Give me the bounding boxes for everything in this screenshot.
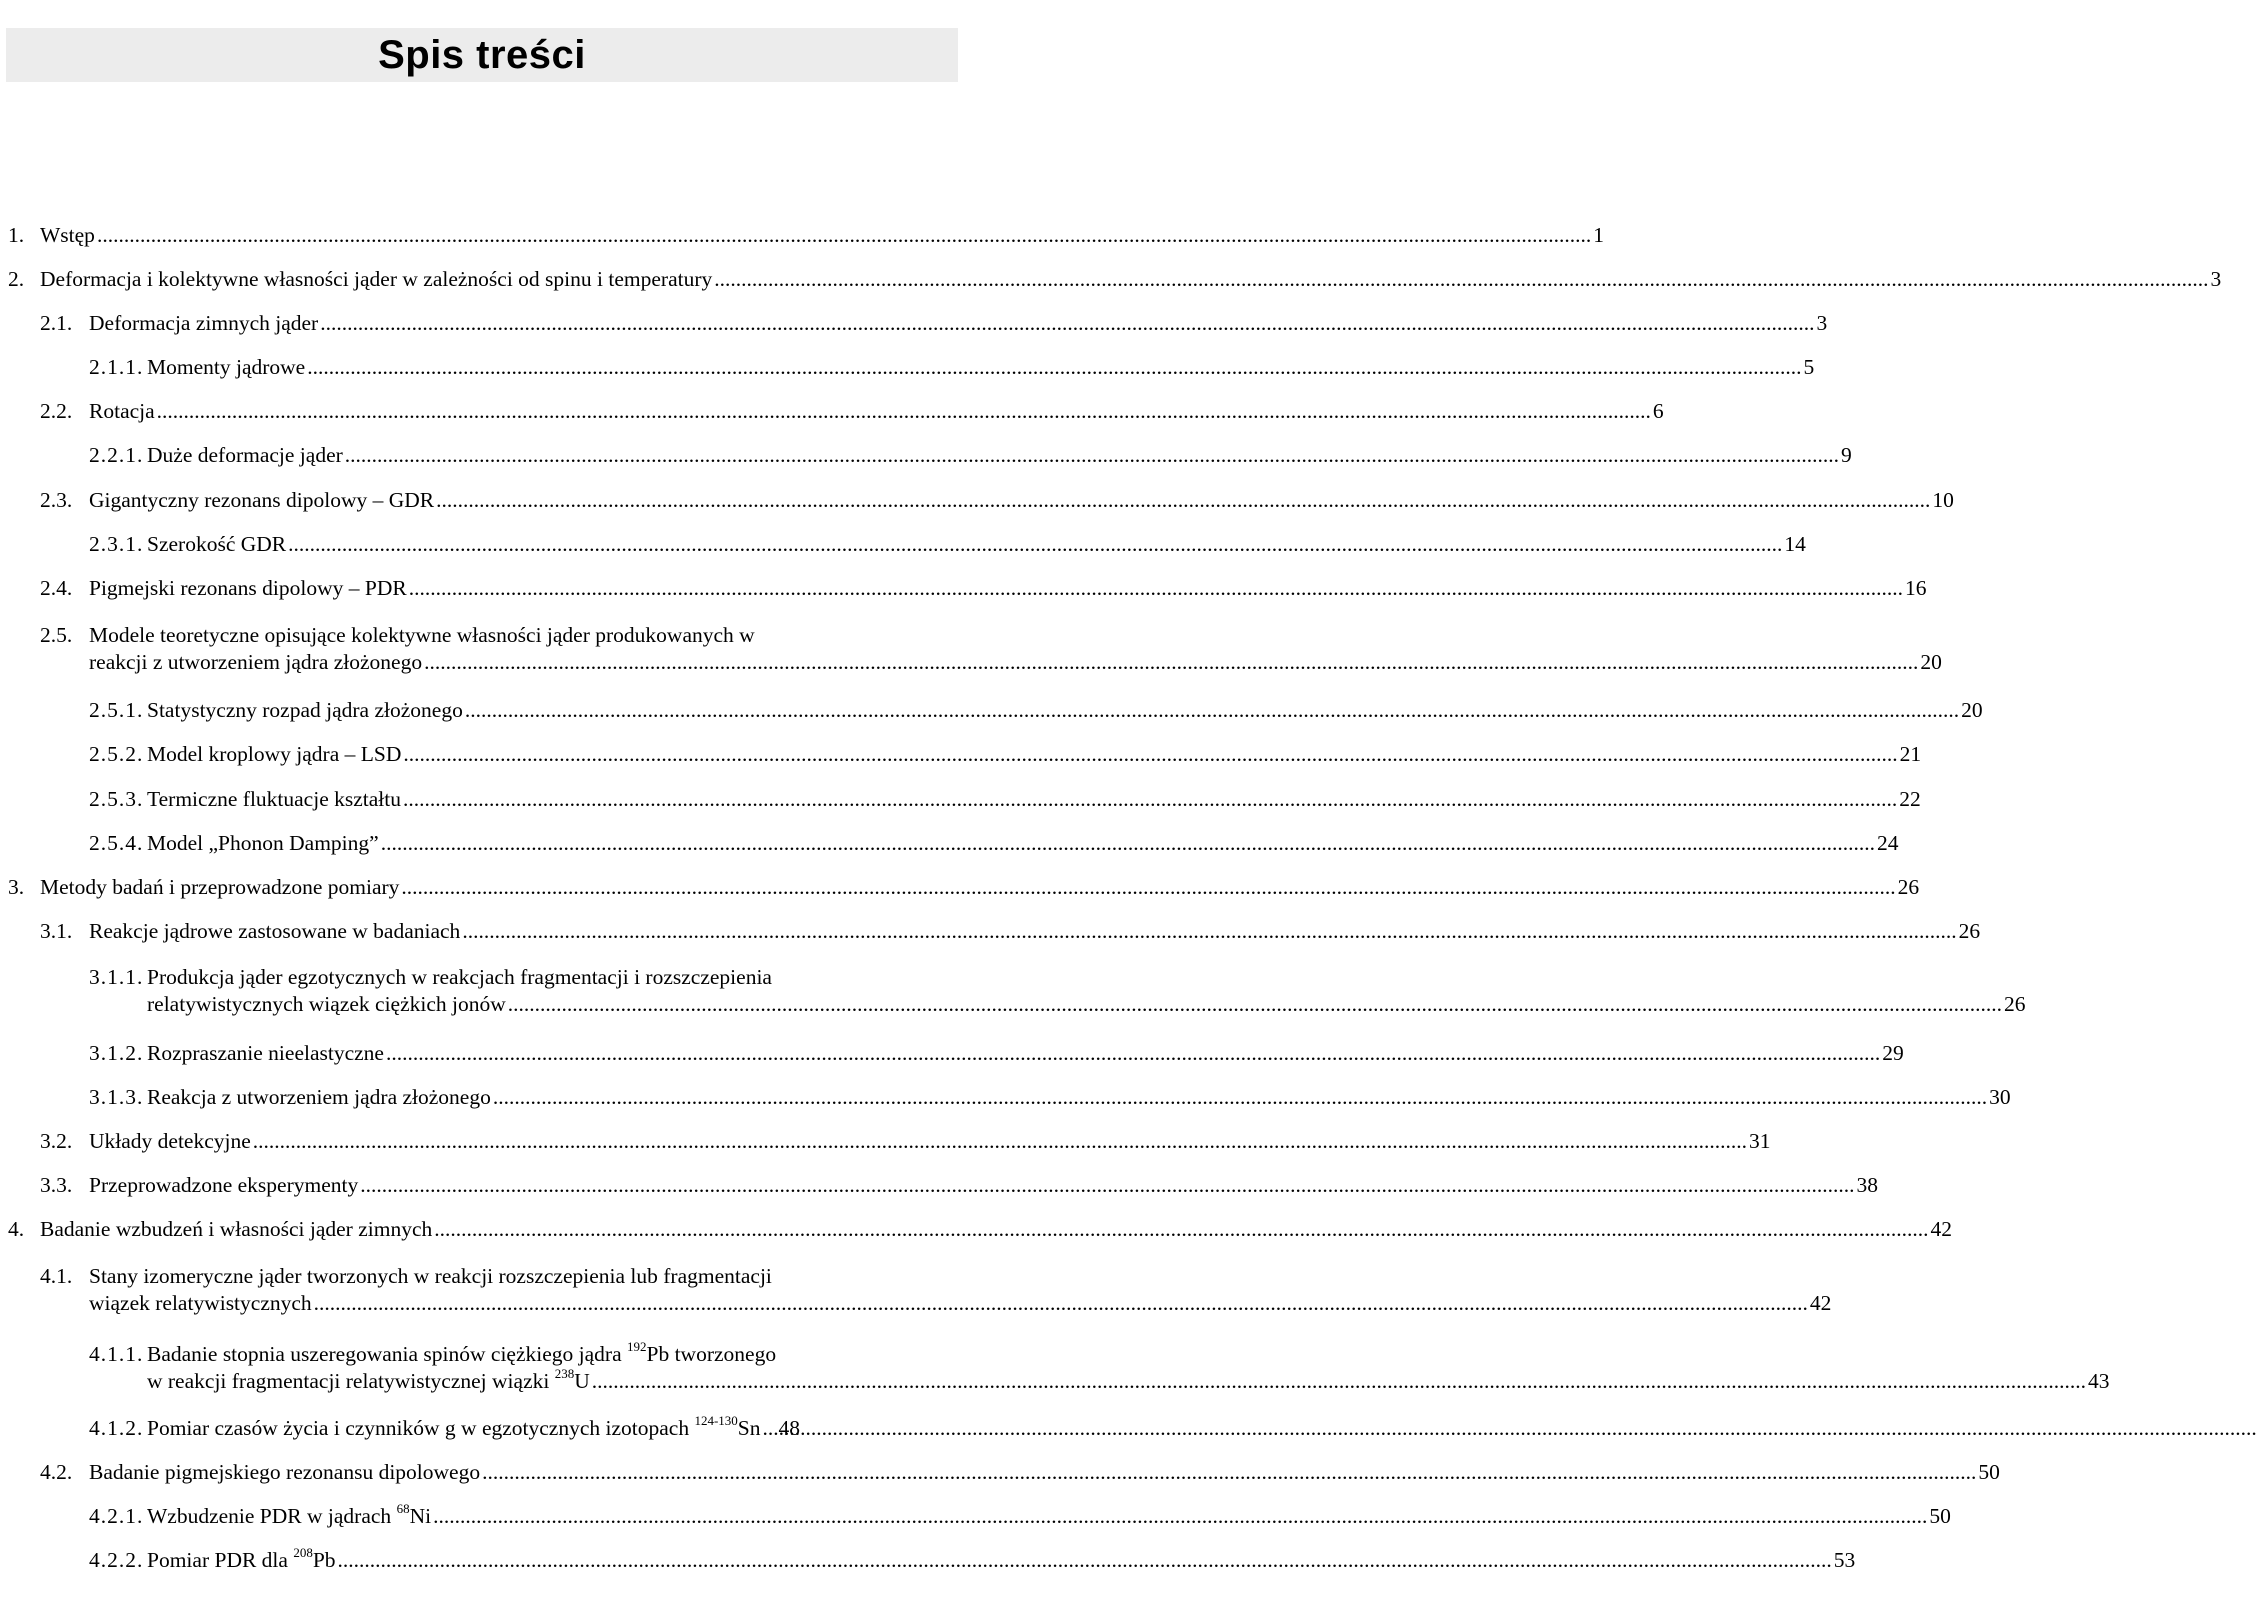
toc-title — [147, 1338, 777, 1368]
toc-page-number: 5 — [1803, 355, 1815, 379]
toc-title-part: Badanie stopnia uszeregowania spinów ciężkiego jądra — [147, 1342, 627, 1366]
toc-page-number: 22 — [1899, 787, 1921, 811]
toc-title: Momenty jądrowe — [147, 355, 306, 379]
toc-number: 2.5. — [40, 623, 73, 647]
isotope-mass-number: 68 — [396, 1500, 410, 1516]
toc-page-number: 16 — [1904, 576, 1927, 600]
toc-entry[interactable] — [89, 442, 1852, 469]
toc-number: 3.1.1. — [89, 965, 144, 989]
toc-leader — [763, 1415, 777, 1442]
toc-title-part: Pb tworzonego — [646, 1342, 777, 1366]
toc-page-number: 50 — [1929, 1504, 1951, 1528]
toc-number: 2.4. — [40, 576, 73, 600]
toc-leader — [320, 310, 1814, 337]
toc-leader — [314, 1290, 1808, 1317]
page-title: Spis treści — [378, 32, 586, 77]
toc-leader — [288, 531, 1782, 558]
toc-page-number: 48 — [778, 1416, 801, 1440]
toc-entry[interactable] — [40, 1459, 2000, 1486]
toc-number: 2.3.1. — [89, 532, 144, 556]
toc-page-number: 38 — [1856, 1173, 1878, 1197]
toc-number: 3.1. — [40, 919, 73, 943]
toc-title: Metody badań i przeprowadzone pomiary — [40, 875, 400, 899]
toc-number: 4.1.1. — [89, 1342, 144, 1366]
toc-title: Statystyczny rozpad jądra złożonego — [147, 698, 463, 722]
toc-title-part: w reakcji fragmentacji relatywistycznej wiązki — [147, 1369, 555, 1393]
toc-title: Termiczne fluktuacje kształtu — [147, 787, 401, 811]
toc-entry[interactable] — [89, 962, 2026, 1018]
toc-page-number: 43 — [2088, 1369, 2110, 1393]
toc-title-part: Wzbudzenie PDR w jądrach — [147, 1504, 397, 1528]
toc-leader — [714, 266, 2208, 293]
toc-title-continued: relatywistycznych wiązek ciężkich jonów — [147, 992, 506, 1016]
toc-leader — [436, 487, 1930, 514]
toc-leader — [465, 697, 1959, 724]
toc-page-number: 26 — [1897, 875, 1920, 899]
toc-number: 4. — [8, 1217, 25, 1241]
toc-title-part: U — [574, 1369, 590, 1393]
toc-page-number: 24 — [1876, 831, 1899, 855]
toc-page-number: 14 — [1784, 532, 1806, 556]
toc-leader — [403, 741, 1897, 768]
toc-number: 2.1.1. — [89, 355, 144, 379]
toc-entry[interactable] — [89, 1040, 1904, 1067]
toc-entry[interactable] — [89, 1544, 1856, 1574]
toc-entry[interactable] — [8, 874, 1920, 901]
toc-number: 2.5.3. — [89, 787, 144, 811]
toc-title: Reakcja z utworzeniem jądra złożonego — [147, 1085, 491, 1109]
toc-number: 2.3. — [40, 488, 73, 512]
toc-title: Reakcje jądrowe zastosowane w badaniach — [89, 919, 461, 943]
toc-page-number: 53 — [1833, 1548, 1856, 1572]
toc-title: Model kroplowy jądra – LSD — [147, 742, 402, 766]
toc-entry[interactable] — [89, 1500, 1951, 1530]
toc-title: Badanie pigmejskiego rezonansu dipolowego — [89, 1460, 481, 1484]
toc-leader — [508, 991, 2002, 1018]
toc-page-number: 6 — [1652, 399, 1664, 423]
isotope-mass-number: 192 — [627, 1338, 647, 1354]
toc-leader — [360, 1172, 1854, 1199]
toc-title: Przeprowadzone eksperymenty — [89, 1173, 359, 1197]
toc-leader — [345, 442, 1839, 469]
toc-page-number: 3 — [2210, 267, 2222, 291]
toc-leader — [493, 1084, 1987, 1111]
toc-title-part: Sn — [737, 1416, 761, 1440]
toc-entry[interactable] — [40, 620, 1942, 676]
toc-leader — [253, 1128, 1747, 1155]
toc-number: 2.5.4. — [89, 831, 144, 855]
toc-number: 2.5.1. — [89, 698, 144, 722]
toc-entry[interactable] — [8, 222, 1604, 249]
toc-entry[interactable] — [89, 354, 1815, 381]
isotope-mass-number: 208 — [293, 1544, 313, 1560]
toc-entry[interactable] — [40, 575, 1927, 602]
toc-leader — [97, 222, 1591, 249]
toc-page-number: 1 — [1593, 223, 1604, 247]
toc-entry[interactable] — [89, 531, 1806, 558]
toc-page-number: 20 — [1920, 650, 1942, 674]
toc-title: Deformacja zimnych jąder — [89, 311, 319, 335]
title-banner — [6, 28, 958, 82]
toc-leader — [482, 1459, 1976, 1486]
toc-page-number: 29 — [1882, 1041, 1904, 1065]
toc-leader — [338, 1547, 1832, 1574]
toc-title: Deformacja i kolektywne własności jąder w zależności od spinu i temperatury — [40, 267, 713, 291]
toc-leader — [157, 398, 1651, 425]
toc-leader — [462, 918, 1956, 945]
toc-entry[interactable] — [40, 1261, 1832, 1317]
toc-title — [147, 1544, 336, 1574]
toc-title: Pigmejski rezonans dipolowy – PDR — [89, 576, 407, 600]
toc-title: Model „Phonon Damping” — [147, 831, 379, 855]
toc-entry[interactable] — [89, 741, 1922, 768]
toc-number: 3.3. — [40, 1173, 73, 1197]
toc-number: 2.2. — [40, 399, 73, 423]
toc-leader — [381, 830, 1875, 857]
toc-entry[interactable] — [89, 1337, 2110, 1395]
toc-leader — [434, 1216, 1928, 1243]
toc-number: 2. — [8, 267, 25, 291]
toc-number: 3.1.3. — [89, 1085, 144, 1109]
toc-page-number: 3 — [1816, 311, 1828, 335]
toc-page-number: 10 — [1932, 488, 1954, 512]
toc-entry[interactable] — [8, 1216, 1952, 1243]
toc-title: Gigantyczny rezonans dipolowy – GDR — [89, 488, 435, 512]
toc-leader — [592, 1368, 2086, 1395]
toc-number: 2.1. — [40, 311, 73, 335]
toc-leader — [424, 649, 1918, 676]
toc-title: Duże deformacje jąder — [147, 443, 343, 467]
toc-title-continued: reakcji z utworzeniem jądra złożonego — [89, 650, 423, 674]
toc-title-part: Pb — [312, 1548, 336, 1572]
toc-number: 3.2. — [40, 1129, 73, 1153]
toc-entry[interactable] — [89, 1084, 2011, 1111]
toc-page-number: 50 — [1978, 1460, 2000, 1484]
toc-title: Układy detekcyjne — [89, 1129, 251, 1153]
toc-entry[interactable] — [8, 266, 2222, 293]
toc-entry[interactable] — [40, 1172, 1878, 1199]
toc-entry[interactable] — [40, 310, 1828, 337]
toc-leader — [409, 575, 1903, 602]
toc-title-part: Ni — [409, 1504, 432, 1528]
isotope-mass-number: 238 — [554, 1365, 575, 1381]
toc-page-number: 26 — [1958, 919, 1981, 943]
toc-title: Rozpraszanie nieelastyczne — [147, 1041, 384, 1065]
toc-title — [147, 1412, 761, 1442]
toc-leader — [433, 1503, 1927, 1530]
toc-number: 2.5.2. — [89, 742, 144, 766]
toc-entry[interactable] — [40, 398, 1664, 425]
toc-number: 2.2.1. — [89, 443, 144, 467]
toc-entry[interactable] — [40, 918, 1981, 945]
toc-page-number: 30 — [1989, 1085, 2011, 1109]
toc-title-continued: wiązek relatywistycznych — [89, 1291, 312, 1315]
toc-entry[interactable] — [89, 697, 1983, 724]
toc-title-part: Pomiar czasów życia i czynników g w egzotycznych izotopach — [147, 1416, 695, 1440]
toc-title-part: Pomiar PDR dla — [147, 1548, 294, 1572]
isotope-mass-number: 124-130 — [694, 1412, 738, 1428]
toc-title: Stany izomeryczne jąder tworzonych w reakcji rozszczepienia lub fragmentacji — [89, 1264, 772, 1288]
toc-leader — [386, 1040, 1880, 1067]
toc-page-number: 26 — [2004, 992, 2026, 1016]
toc-number: 4.2. — [40, 1460, 73, 1484]
toc-leader — [401, 874, 1895, 901]
toc-page-number: 42 — [1809, 1291, 1832, 1315]
toc-entry[interactable] — [89, 786, 1921, 813]
toc-entry[interactable] — [89, 830, 1899, 857]
toc-leader — [403, 786, 1897, 813]
toc-title-continued — [147, 1365, 590, 1395]
toc-number: 4.2.2. — [89, 1548, 144, 1572]
toc-page-number: 21 — [1899, 742, 1922, 766]
toc-title: Szerokość GDR — [147, 532, 287, 556]
toc-leader — [307, 354, 1801, 381]
toc-number: 4.1. — [40, 1264, 73, 1288]
toc-title — [147, 1500, 432, 1530]
toc-entry[interactable] — [40, 487, 1954, 514]
toc-number: 4.1.2. — [89, 1416, 144, 1440]
toc-page-number: 31 — [1749, 1129, 1771, 1153]
toc-number: 3.1.2. — [89, 1041, 144, 1065]
toc-page-number: 42 — [1930, 1217, 1952, 1241]
toc-title: Modele teoretyczne opisujące kolektywne własności jąder produkowanych w — [89, 623, 755, 647]
toc-number: 4.2.1. — [89, 1504, 144, 1528]
toc-page-number: 20 — [1961, 698, 1983, 722]
toc-number: 3. — [8, 875, 25, 899]
toc-entry[interactable] — [40, 1128, 1771, 1155]
toc-page-number: 9 — [1841, 443, 1852, 467]
toc-number: 1. — [8, 223, 25, 247]
toc-title: Badanie wzbudzeń i własności jąder zimnych — [40, 1217, 433, 1241]
toc-entry[interactable] — [89, 1412, 936, 1442]
toc-title: Wstęp — [40, 223, 95, 247]
toc-title: Rotacja — [89, 399, 155, 423]
toc-title: Produkcja jąder egzotycznych w reakcjach fragmentacji i rozszczepienia — [147, 965, 772, 989]
